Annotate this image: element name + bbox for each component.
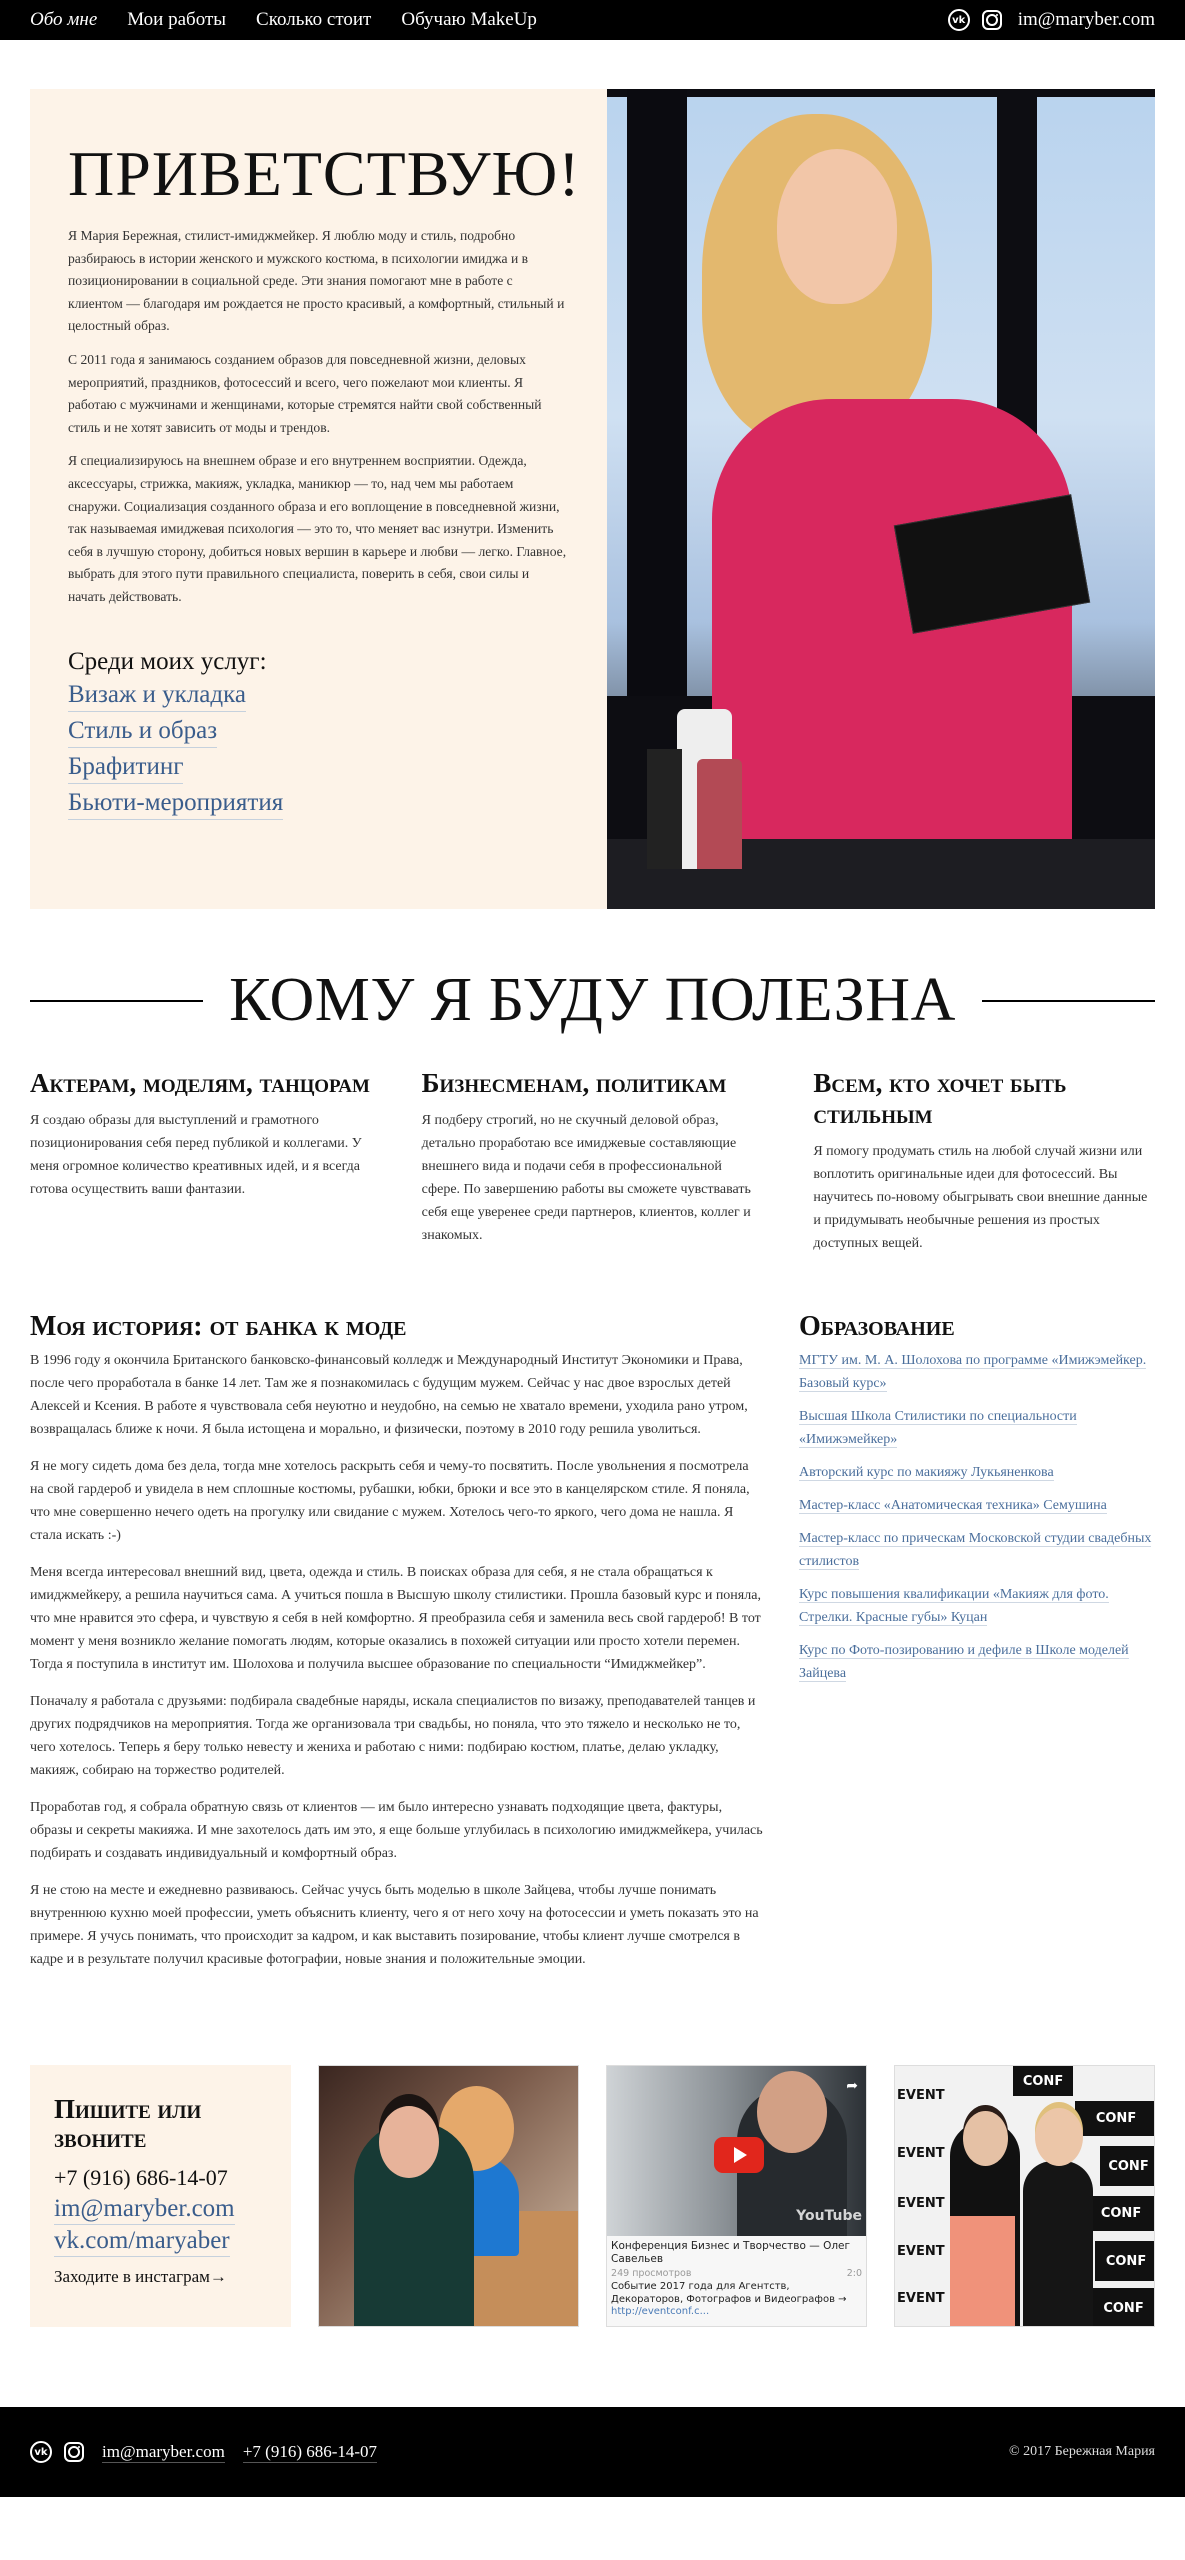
divider-line-right bbox=[982, 1000, 1155, 1002]
gallery-photo-friends[interactable] bbox=[318, 2065, 579, 2327]
education-link[interactable]: Мастер-класс по прическам Московской студии свадебных стилистов bbox=[799, 1531, 1152, 1569]
education-block bbox=[799, 1311, 1155, 1985]
audience-heading: Актерам, моделям, танцорам bbox=[30, 1068, 370, 1098]
audience-title-row bbox=[30, 965, 1155, 1036]
video-description bbox=[611, 2281, 862, 2319]
audience-heading: Всем, кто хочет быть стильным bbox=[813, 1068, 1067, 1129]
instagram-icon[interactable] bbox=[982, 10, 1002, 30]
conf-backdrop-label: CONF bbox=[1100, 2146, 1155, 2186]
service-link-bra-fitting[interactable]: Брафитинг bbox=[68, 751, 183, 784]
contact-card bbox=[30, 2065, 291, 2327]
footer-contacts bbox=[30, 2441, 377, 2463]
hero-section bbox=[30, 89, 1155, 909]
audience-columns bbox=[30, 1068, 1155, 1255]
nav-email-link[interactable]: im@maryber.com bbox=[1017, 9, 1155, 30]
video-duration: 2:0 bbox=[846, 2268, 863, 2279]
video-stats bbox=[611, 2268, 862, 2279]
conf-backdrop-label: CONF bbox=[1095, 2241, 1155, 2281]
top-nav-bar bbox=[0, 0, 1185, 40]
education-link[interactable]: Курс повышения квалификации «Макияж для фото. Стрелки. Красные губы» Куцан bbox=[799, 1587, 1109, 1625]
youtube-logo: YouTube bbox=[796, 2208, 863, 2224]
education-title: Образование bbox=[799, 1311, 955, 1342]
nav-item-about[interactable]: Обо мне bbox=[30, 9, 98, 30]
services-label: Среди моих услуг: bbox=[68, 647, 267, 675]
footer-copyright: © 2017 Бережная Мария bbox=[1008, 2444, 1155, 2459]
footer bbox=[0, 2407, 1185, 2497]
audience-column bbox=[422, 1068, 764, 1255]
youtube-video-embed[interactable] bbox=[606, 2065, 867, 2327]
conf-backdrop-label: CONF bbox=[1013, 2066, 1073, 2096]
education-link[interactable]: Мастер-класс «Анатомическая техника» Семушина bbox=[799, 1498, 1107, 1513]
audience-column bbox=[30, 1068, 372, 1255]
divider-line-left bbox=[30, 1000, 203, 1002]
nav-contacts bbox=[948, 9, 1155, 31]
audience-column bbox=[813, 1068, 1155, 1255]
vk-icon[interactable]: vk bbox=[948, 9, 970, 31]
story-education-section bbox=[30, 1311, 1155, 1985]
contact-heading: Пишите или звоните bbox=[54, 2094, 202, 2153]
nav-item-makeup-course[interactable]: Обучаю MakeUp bbox=[401, 9, 537, 30]
video-thumbnail[interactable] bbox=[607, 2066, 866, 2236]
hero-portrait-photo bbox=[607, 89, 1155, 909]
service-link-style[interactable]: Стиль и образ bbox=[68, 715, 217, 748]
event-backdrop-label: EVENT bbox=[897, 2196, 945, 2211]
story-paragraph: Я не стою на месте и ежедневно развиваюсь. Сейчас учусь быть моделью в школе Зайцева, чтобы лучше понимать внутреннюю кухню моей профессии, уметь объяснить клиенту, чего я от него хочу на фотосессии и уметь показать это на примере. Я учусь понимать, что происходит за кадром, и как выставить позирование, чтобы клиент лучше смотрелся в кадре и в результате получил красивые фотографии, новые знания и положительные эмоции. bbox=[30, 1883, 759, 1967]
play-icon[interactable] bbox=[714, 2137, 764, 2173]
story-paragraph: Я не могу сидеть дома без дела, тогда мне хотелось раскрыть себя и чему-то посвятить. После увольнения я посмотрела на свой гардероб и увидела в нем сплошные костюмы, рубашки, юбки, брюки и все это в канцелярском стиле. Я поняла, что мне совершенно нечего одеть на прогулку или свидание с мужем. Хотелось чего-то яркого, чего дома не нашла. Я стала искать :-) bbox=[30, 1459, 750, 1543]
contacts-gallery-row bbox=[30, 2065, 1155, 2327]
instagram-link[interactable]: Заходите в инстаграм→ bbox=[54, 2267, 227, 2286]
story-paragraph: Поначалу я работала с друзьями: подбирала свадебные наряды, искала специалистов по визажу, преподавателей танцев и других подрядчиков на мероприятия. Тогда же организовала три свадьбы, но поняла, что это тяжело и несколько не то, чего хотелось. Теперь я беру только невесту и жениха и работаю с ними: подбираю костюм, платье, делаю укладку, макияж, собираю на торжество родителей. bbox=[30, 1694, 756, 1778]
vk-icon[interactable]: vk bbox=[30, 2441, 52, 2463]
services-list bbox=[68, 645, 569, 820]
education-link[interactable]: МГТУ им. М. А. Шолохова по программе «Имижэмейкер. Базовый курс» bbox=[799, 1353, 1147, 1391]
hero-text-panel bbox=[30, 89, 607, 909]
hero-title: ПРИВЕТСТВУЮ! bbox=[68, 138, 581, 209]
hero-paragraph: Я Мария Бережная, стилист-имиджмейкер. Я люблю моду и стиль, подробно разбираюсь в истории женского и мужского костюма, в психологии имиджа и в позиционировании в социальной среде. Эти знания помогают мне в работе с клиентом — благодаря им рождается не просто красивый, а комфортный, стильный и целостный образ. bbox=[68, 228, 565, 334]
service-link-beauty-events[interactable]: Бьюти-мероприятия bbox=[68, 787, 283, 820]
share-icon[interactable]: ➦ bbox=[846, 2078, 859, 2094]
education-link[interactable]: Курс по Фото-позированию и дефиле в Школе моделей Зайцева bbox=[799, 1643, 1129, 1681]
event-backdrop-label: EVENT bbox=[897, 2088, 945, 2103]
education-link[interactable]: Высшая Школа Стилистики по специальности «Имижэмейкер» bbox=[799, 1409, 1077, 1447]
conf-backdrop-label: CONF bbox=[1085, 2196, 1155, 2231]
video-views: 249 просмотров bbox=[611, 2268, 692, 2279]
story-paragraph: Меня всегда интересовал внешний вид, цвета, одежда и стиль. В поисках образа для себя, я не стала обращаться к имиджмейкеру, а решила научиться сама. А учиться пошла в Высшую школу стилистики. Прошла базовый курс и поняла, что мне нравится это сфера, и чувствую я себя в ней комфортно. Я преобразила себя и заменила весь свой гардероб! В тот момент у меня возникло желание помогать людям, которые оказались в похожей ситуации или просто хотели перемен. Тогда я поступила в институт им. Шолохова и получила высшее образование по специальности “Имиджмейкер”. bbox=[30, 1565, 761, 1672]
audience-text: Я создаю образы для выступлений и грамотного позиционирования себя перед публикой и коллегами. У меня огромное количество креативных идей, и я всегда готова осуществить ваши фантазии. bbox=[30, 1113, 362, 1197]
service-link-visage[interactable]: Визаж и укладка bbox=[68, 679, 246, 712]
audience-text: Я подберу строгий, но не скучный деловой образ, детально проработаю все имиджевые составляющие внешнего вида и подачи себя в профессиональной сфере. По завершению работы вы сможете чувствавать себя еще уверенее среди партнеров, клиентов, коллег и знакомых. bbox=[421, 1113, 751, 1243]
story-title: Моя история: от банка к моде bbox=[30, 1311, 407, 1342]
nav-item-prices[interactable]: Сколько стоит bbox=[256, 9, 372, 30]
hero-paragraph: С 2011 года я занимаюсь созданием образов для повседневной жизни, деловых мероприятий, праздников, фотосессий и всего, чего пожелают мои клиенты. Я работаю с мужчинами и женщинами, которые стремятся найти свой собственный стиль и не хотят зависить от моды и трендов. bbox=[68, 351, 542, 435]
event-backdrop-label: EVENT bbox=[897, 2146, 945, 2161]
audience-heading: Бизнесменам, политикам bbox=[421, 1068, 727, 1098]
event-backdrop-label: EVENT bbox=[897, 2244, 945, 2259]
footer-phone-link[interactable]: +7 (916) 686-14-07 bbox=[242, 2441, 378, 2461]
contact-phone[interactable]: +7 (916) 686-14-07 bbox=[54, 2165, 228, 2190]
footer-email-link[interactable]: im@maryber.com bbox=[102, 2441, 225, 2461]
contact-email-link[interactable]: im@maryber.com bbox=[54, 2193, 235, 2225]
video-meta bbox=[607, 2236, 866, 2319]
conf-backdrop-label: CONF bbox=[1090, 2288, 1155, 2327]
gallery-photo-event[interactable] bbox=[894, 2065, 1155, 2327]
story-block bbox=[30, 1311, 765, 1985]
contact-vk-link[interactable]: vk.com/maryaber bbox=[54, 2225, 230, 2257]
instagram-icon[interactable] bbox=[64, 2442, 84, 2462]
main-nav bbox=[30, 9, 537, 31]
video-description-text: Событие 2017 года для Агентств, Декораторов, Фотографов и Видеографов → bbox=[611, 2281, 847, 2305]
audience-text: Я помогу продумать стиль на любой случай жизни или воплотить оригинальные идеи для фотосессий. Вы научитесь по-новому обыгрывать свои внешние данные и придумывать необычные решения из простых доступных вещей. bbox=[813, 1144, 1148, 1251]
education-link[interactable]: Авторский курс по макияжу Лукьяненкова bbox=[799, 1465, 1054, 1480]
story-paragraph: Проработав год, я собрала обратную связь от клиентов — им было интересно узнавать подходящие цвета, фактуры, образы и секреты макияжа. И мне захотелось дать им это, я еще больше углубилась в психологию имиджмейкера, училась подбирать и создавать индивидуальный и комфортный образ. bbox=[30, 1800, 763, 1861]
video-url[interactable]: http://eventconf.c... bbox=[611, 2306, 710, 2317]
event-backdrop-label: EVENT bbox=[897, 2291, 945, 2306]
audience-title: КОМУ Я БУДУ ПОЛЕЗНА bbox=[229, 966, 956, 1034]
conf-backdrop-label: CONF bbox=[1075, 2101, 1155, 2136]
nav-item-works[interactable]: Мои работы bbox=[127, 9, 227, 30]
story-paragraph: В 1996 году я окончила Британского банковско-финансовый колледж и Международный Институт Экономики и Права, после чего проработала в банке 14 лет. Там же я познакомилась с будущим мужем. Сейчас у нас двое взрослых детей Алексей и Ксения. В работе я чувствовала себя неуютно и неудобно, на семью не хватало времени, уходила рано утром, возвращалась ближе к ночи. Я была истощена и морально, и физически, поэтому в 2010 году решила уволиться. bbox=[30, 1353, 748, 1437]
video-title[interactable]: Конференция Бизнес и Творчество — Олег Савельев bbox=[611, 2240, 851, 2265]
hero-paragraph: Я специализируюсь на внешнем образе и его внутреннем восприятии. Одежда, аксессуары, стрижка, макияж, укладка, маникюр — то, над чем мы работаем снаружи. Социализация созданного образа и его воплощение в повседневной жизни, так называемая имиджевая психология — это то, что меняет вас изнутри. Изменить себя в лучшую сторону, добиться новых вершин в карьере и любви — легко. Главное, выбрать для этого пути правильного специалиста, поверить в себя, свои силы и начать действовать. bbox=[68, 453, 567, 604]
